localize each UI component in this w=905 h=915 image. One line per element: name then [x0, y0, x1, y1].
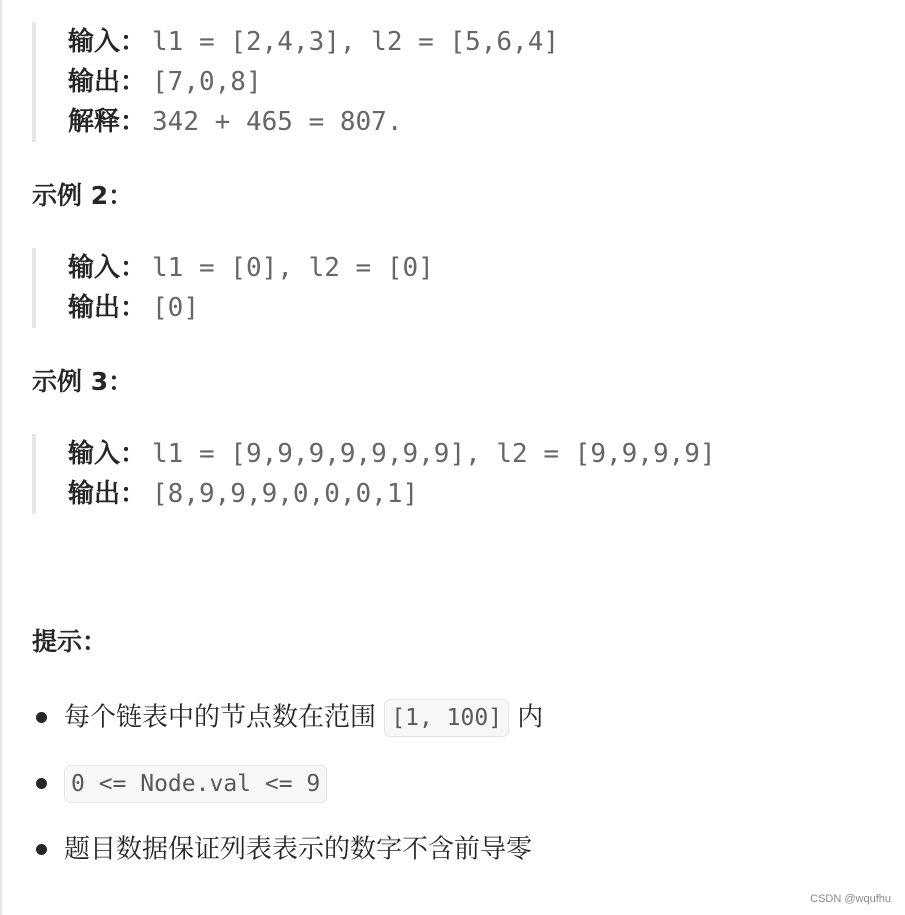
bullet-icon — [36, 712, 47, 723]
output-label: 输出 — [68, 67, 121, 97]
output-label: 输出 — [68, 479, 121, 509]
hint-item-node-value — [32, 761, 543, 805]
colon: ： — [120, 107, 147, 137]
page-left-border — [0, 0, 2, 915]
hint-item-leading-zero — [32, 827, 543, 871]
example-2-output-line — [68, 288, 434, 328]
example-2-heading: 示例 2： — [32, 181, 134, 210]
example-1-explanation-line — [68, 102, 559, 142]
output-value: [8,9,9,9,0,0,0,1] — [152, 479, 419, 509]
colon: ： — [120, 439, 147, 469]
input-value: l1 = [9,9,9,9,9,9,9], l2 = [9,9,9,9] — [152, 439, 716, 469]
output-value: [0] — [152, 293, 199, 323]
colon: ： — [120, 67, 147, 97]
hint-text: 每个链表中的节点数在范围 — [64, 702, 385, 733]
colon: ： — [120, 293, 147, 323]
input-label: 输入 — [68, 27, 121, 57]
watermark: CSDN @wqufhu — [810, 893, 891, 905]
output-value: [7,0,8] — [152, 67, 262, 97]
example-3-input-line — [68, 434, 716, 474]
output-label: 输出 — [68, 293, 121, 323]
input-label: 输入 — [68, 253, 121, 283]
input-value: l1 = [2,4,3], l2 = [5,6,4] — [152, 27, 560, 57]
hint-text: 题目数据保证列表表示的数字不含前导零 — [64, 834, 533, 865]
example-3-block — [32, 434, 716, 514]
hints-heading: 提示： — [32, 627, 108, 656]
inline-code: [1, 100] — [384, 699, 509, 737]
example-1-input-line — [68, 22, 559, 62]
bullet-icon — [36, 778, 47, 789]
explanation-value: 342 + 465 = 807. — [152, 107, 403, 137]
example-3-output-line — [68, 474, 716, 514]
bullet-icon — [36, 844, 47, 855]
inline-code: 0 <= Node.val <= 9 — [64, 765, 327, 803]
colon: ： — [120, 253, 147, 283]
example-2-input-line — [68, 248, 434, 288]
example-1-block — [32, 22, 559, 142]
input-label: 输入 — [68, 439, 121, 469]
example-2-block — [32, 248, 434, 328]
example-3-heading: 示例 3： — [32, 367, 134, 396]
hint-text: 内 — [509, 702, 544, 733]
hint-item-node-count — [32, 695, 543, 739]
hints-list — [32, 695, 543, 871]
colon: ： — [120, 27, 147, 57]
input-value: l1 = [0], l2 = [0] — [152, 253, 434, 283]
explanation-label: 解释 — [68, 107, 121, 137]
colon: ： — [120, 479, 147, 509]
example-1-output-line — [68, 62, 559, 102]
